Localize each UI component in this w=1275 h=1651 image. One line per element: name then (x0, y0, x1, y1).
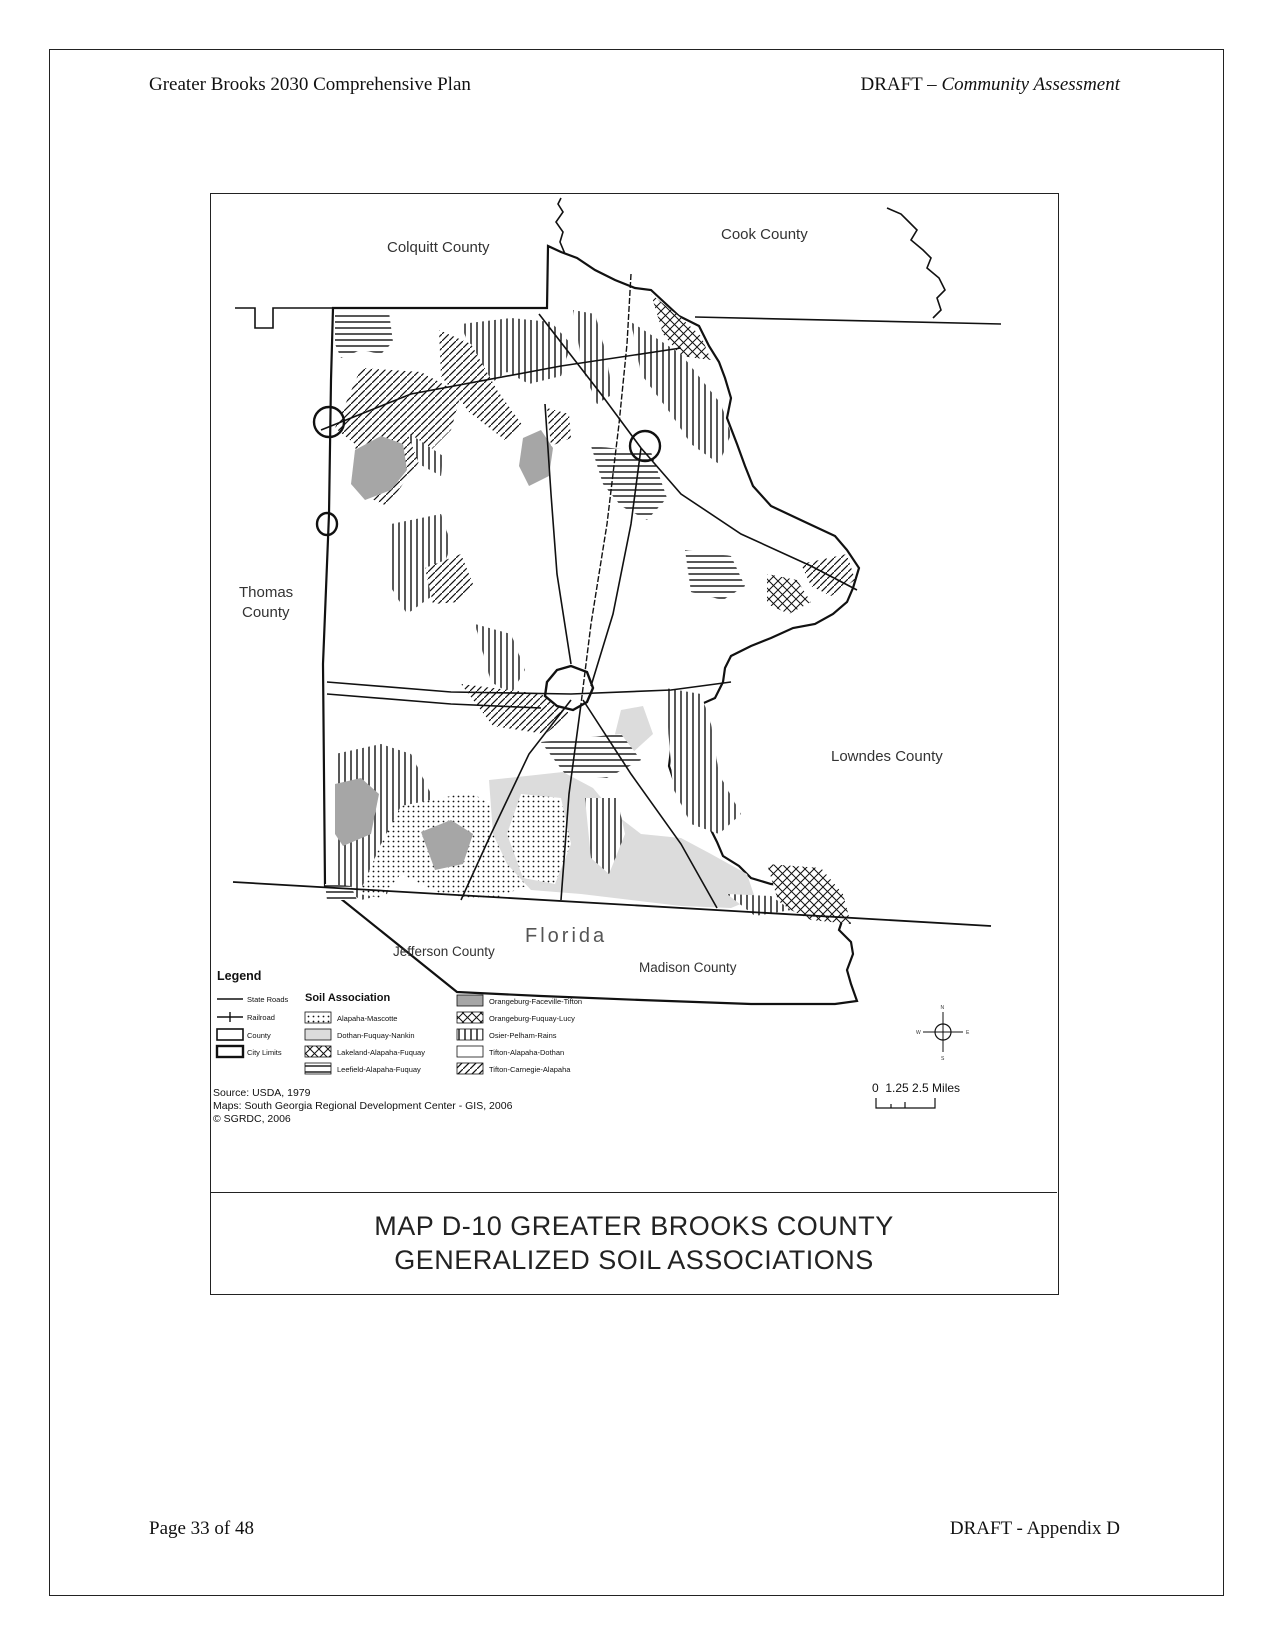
map-title-line-2: GENERALIZED SOIL ASSOCIATIONS (394, 1245, 874, 1275)
scale-bar (872, 1081, 960, 1108)
label-thomas-county-2: County (242, 604, 290, 621)
map-frame (210, 193, 1059, 1295)
legend-swatch-county (217, 1029, 243, 1040)
label-florida: Florida (525, 925, 608, 947)
source-line-2: Maps: South Georgia Regional Development Center - GIS, 2006 (213, 1100, 513, 1112)
legend-swatch-osier-pelham-rains (457, 1029, 483, 1040)
legend-label-state-roads: State Roads (247, 995, 289, 1004)
legend-label-county: County (247, 1031, 271, 1040)
legend-label-dothan-fuquay-nankin: Dothan-Fuquay-Nankin (337, 1031, 415, 1040)
legend-swatch-lakeland-alapaha-fuquay (305, 1046, 331, 1057)
label-jefferson-county: Jefferson County (393, 944, 495, 959)
legend-label-leefield-alapaha-fuquay: Leefield-Alapaha-Fuquay (337, 1065, 421, 1074)
header-draft-label (860, 74, 1120, 96)
legend-label-osier-pelham-rains: Osier-Pelham-Rains (489, 1031, 557, 1040)
legend-swatch-alapaha-mascotte (305, 1012, 331, 1023)
legend-title: Legend (217, 969, 262, 983)
legend-label-tifton-carnegie-alapaha: Tifton-Carnegie-Alapaha (489, 1065, 571, 1074)
legend-label-orangeburg-fuquay-lucy: Orangeburg-Fuquay-Lucy (489, 1014, 575, 1023)
soil-map (211, 194, 1057, 1192)
source-line-1: Source: USDA, 1979 (213, 1087, 311, 1099)
legend-swatch-tifton-carnegie-alapaha (457, 1063, 483, 1074)
scale-bar-label: 0 1.25 2.5 Miles (872, 1081, 961, 1095)
source-notes (213, 1087, 513, 1125)
legend-swatch-orangeburg-faceville-tifton (457, 995, 483, 1006)
label-madison-county: Madison County (639, 960, 737, 975)
legend-label-tifton-alapaha-dothan: Tifton-Alapaha-Dothan (489, 1048, 565, 1057)
header-draft-section: Community Assessment (941, 74, 1120, 95)
legend-swatch-city-limits (217, 1046, 243, 1057)
cook-east-boundary (887, 208, 945, 318)
map-title-box (211, 1192, 1057, 1293)
legend-label-railroad: Railroad (247, 1013, 275, 1022)
legend-label-city-limits: City Limits (247, 1048, 282, 1057)
legend-swatch-orangeburg-fuquay-lucy (457, 1012, 483, 1023)
scale-bar-line (876, 1098, 935, 1108)
label-cook-county: Cook County (721, 226, 808, 243)
label-colquitt-county: Colquitt County (387, 239, 490, 256)
header-draft-prefix: DRAFT – (860, 74, 942, 95)
compass-s: S (941, 1056, 945, 1062)
source-line-3: © SGRDC, 2006 (213, 1113, 291, 1125)
compass-n: N (940, 1005, 945, 1011)
compass-w: W (916, 1030, 921, 1036)
header-title: Greater Brooks 2030 Comprehensive Plan (149, 74, 471, 95)
footer-appendix-label: DRAFT - Appendix D (949, 1518, 1120, 1539)
legend-label-orangeburg-faceville-tifton: Orangeburg-Faceville-Tifton (489, 997, 583, 1006)
footer-page-number: Page 33 of 48 (149, 1518, 255, 1539)
label-thomas-county-1: Thomas (239, 584, 294, 601)
legend-swatch-dothan-fuquay-nankin (305, 1029, 331, 1040)
north-boundary-west (235, 308, 333, 328)
compass-e: E (966, 1030, 970, 1036)
label-lowndes-county: Lowndes County (831, 748, 943, 765)
north-boundary-east (695, 317, 1001, 324)
legend-label-lakeland-alapaha-fuquay: Lakeland-Alapaha-Fuquay (337, 1048, 425, 1057)
legend-swatch-leefield-alapaha-fuquay (305, 1063, 331, 1074)
legend-soil-title: Soil Association (305, 992, 391, 1004)
map-title-line-1: MAP D-10 GREATER BROOKS COUNTY (374, 1211, 894, 1241)
legend-swatch-tifton-alapaha-dothan (457, 1046, 483, 1057)
legend-label-alapaha-mascotte: Alapaha-Mascotte (337, 1014, 398, 1023)
north-arrow-icon (916, 1005, 970, 1062)
